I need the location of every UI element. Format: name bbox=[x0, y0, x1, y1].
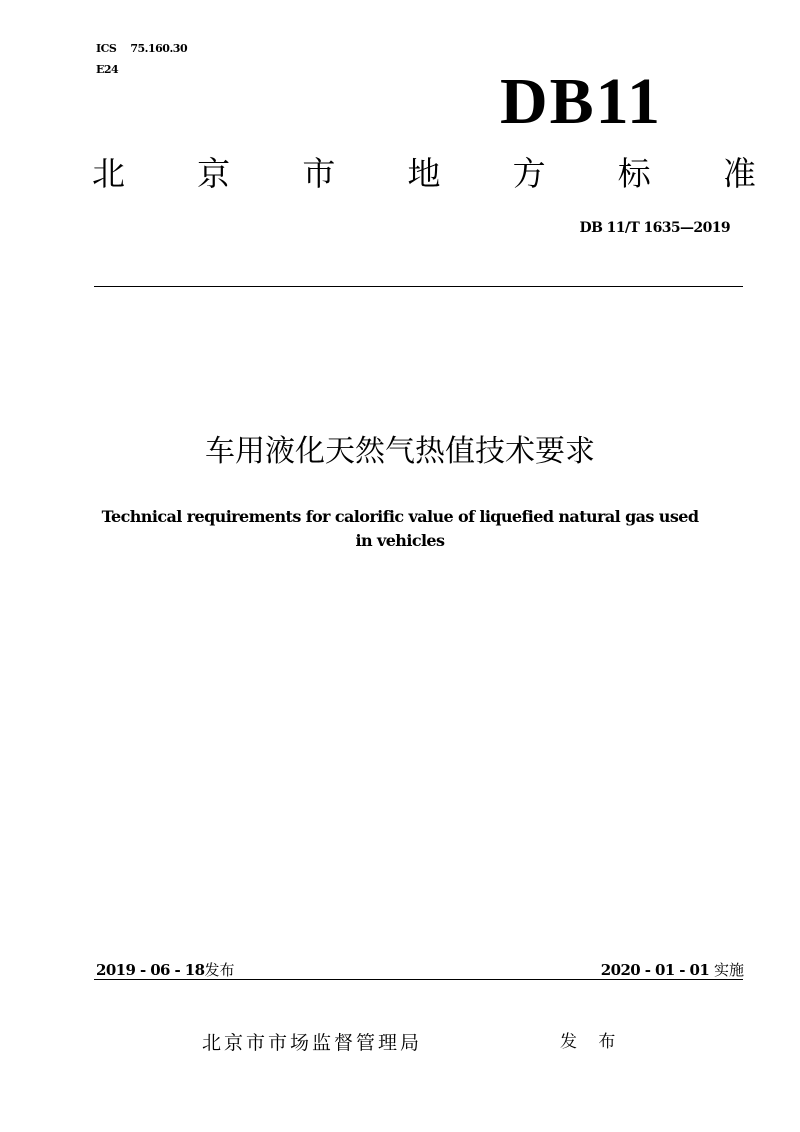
standard-type-char: 方 bbox=[512, 154, 546, 193]
standard-type-heading bbox=[92, 152, 756, 196]
implementation-date bbox=[601, 960, 744, 980]
implementation-date-value: 2020 - 01 - 01 bbox=[600, 961, 710, 979]
standard-type-char: 市 bbox=[302, 154, 336, 193]
standard-type-char: 京 bbox=[197, 154, 231, 193]
document-title-cn: 车用液化天然气热值技术要求 bbox=[205, 434, 595, 469]
standard-number: DB 11/T 1635—2019 bbox=[579, 220, 730, 236]
document-title-en-line1: Technical requirements for calorific value of liquefied natural gas used bbox=[101, 507, 699, 526]
standard-type-char: 准 bbox=[722, 154, 756, 193]
ics-code-line bbox=[96, 42, 187, 56]
document-title-en-line2: in vehicles bbox=[355, 531, 445, 550]
ics-code: 75.160.30 bbox=[130, 42, 188, 55]
db-logo: DB11 bbox=[500, 65, 663, 138]
ccs-code: E24 bbox=[96, 63, 119, 76]
issue-date-value: 2019 - 06 - 18 bbox=[96, 961, 205, 979]
top-divider bbox=[94, 286, 743, 287]
issuing-authority: 北京市市场监督管理局 bbox=[202, 1032, 423, 1054]
document-title-en bbox=[60, 505, 740, 553]
standard-type-char: 北 bbox=[92, 154, 125, 193]
issue-date-label: 发布 bbox=[204, 961, 235, 979]
issue-label: 发 布 bbox=[560, 1032, 624, 1052]
implementation-date-label: 实施 bbox=[713, 961, 744, 979]
standard-type-char: 标 bbox=[617, 154, 651, 193]
ics-label: ICS bbox=[96, 42, 117, 55]
bottom-divider bbox=[94, 979, 743, 980]
issue-date bbox=[96, 960, 234, 980]
standard-type-char: 地 bbox=[407, 154, 441, 193]
